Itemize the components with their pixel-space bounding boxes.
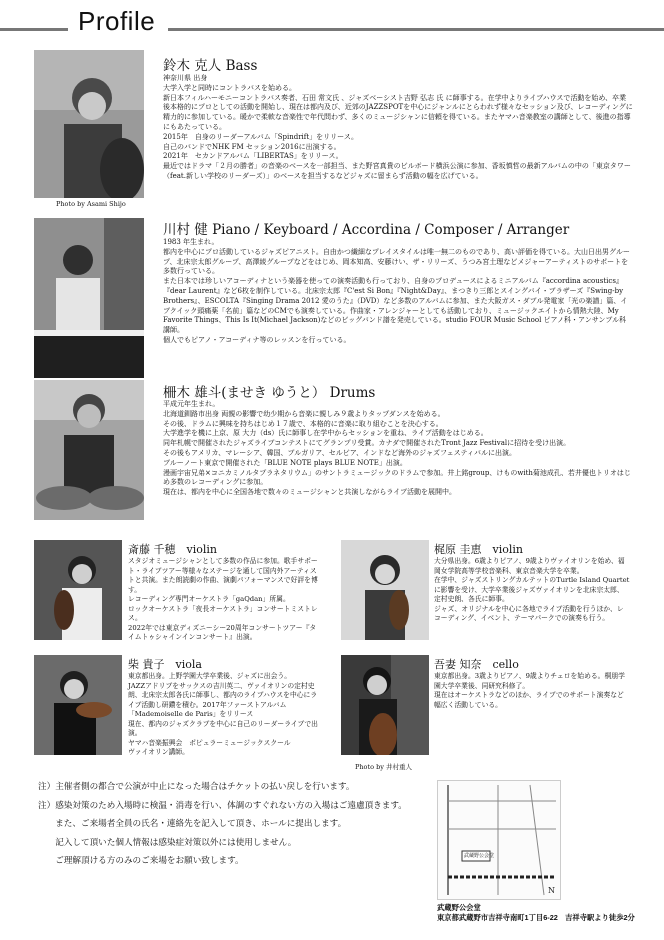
bio-line: 神奈川県 出身 — [163, 74, 208, 82]
bio-line: その後、ドラムに興味を持ちはじめ１７歳で、本格的に音楽に取り組むことを決心する。 — [163, 419, 443, 428]
bio-saito — [128, 557, 322, 643]
name-suzuki: 鈴木 克人 Bass — [163, 58, 258, 74]
bio-line: スタジオミュージシャンとして多数の作品に参加。歌手サポート・ライブツアー等様々なステージを通して国内外アーティストと共演。また朗読劇の作曲、演劇パフォーマンスで好評を博す。 — [128, 557, 318, 594]
bio-line: 1983 年生まれ。 — [163, 238, 219, 246]
photo-kajiwara — [341, 540, 429, 640]
bio-line: ヤマハ音楽振興会 ポピュラーミュージックスクール — [128, 738, 291, 747]
bio-line: 大学入学と同時にコントラバスを始める。 — [163, 83, 296, 92]
bio-line: 現在はオーケストラなどのほか、ライブでのサポート演奏など幅広く活動している。 — [434, 691, 624, 709]
photo-azuma — [341, 655, 429, 755]
bio-azuma — [434, 672, 630, 710]
bio-line: 最近ではドラマ「２月の勝者」の音楽のベースを一部担当、また野宮真貴のビルボード横浜公演に参加、香坂慎哲の最新アルバムの中の「東京タワー（feat.新しい学校のリーダーズ）」のベースを担当するなどジャズに留まらず活動の幅を広げている。 — [163, 162, 631, 180]
photo-kawamura — [34, 218, 144, 378]
name-azuma: 吾妻 知奈 cello — [434, 658, 519, 671]
page-title: Profile — [78, 6, 156, 36]
bio-kajiwara — [434, 557, 630, 624]
notice-list — [38, 778, 428, 871]
bio-line: 2022年では東京ディズニーシー20周年コンサートツアー『タイムトゥシャインインコンサート』出演。 — [128, 623, 317, 641]
bio-line: 都内を中心にプロ活動しているジャズピアニスト。自由かつ繊細なプレイスタイルは唯一無二のものであり、高い評価を得ている。大山日出男グループ、北床宗太郎グループ、高澤綾グループなどをはじめ、岡本知高、安藤けい、ザ・リリーズ、うつみ宮土理などメジャーアーティストのサポートを多数行っている。 — [163, 247, 630, 276]
bio-line: 北海道釧路市出身 両親の影響で幼少期から音楽に親しみ９歳よりタップダンスを始める。 — [163, 409, 445, 418]
bio-line: 同年札幌で開催されたジャズライブコンテストにてグランプリ受賞。カナダで開催されたTront Jazz Festivalに招待を受け出演。 — [163, 439, 571, 448]
bio-line: ブルーノート東京で開催された「BLUE NOTE plays BLUE NOTE」出演。 — [163, 458, 407, 467]
bio-line: レコーディング専門オーケストラ「gaQdan」所属。 — [128, 595, 290, 603]
bio-line: 2021年 セカンドアルバム「LIBERTAS」をリリース。 — [163, 152, 343, 161]
bio-line: 自己のバンドでNHK FM セッション2016に出演する。 — [163, 142, 341, 151]
name-shiba: 柴 貴子 viola — [128, 658, 202, 671]
photo-credit-suzuki: Photo by Asami Shijo — [56, 200, 126, 208]
svg-text:N: N — [548, 886, 555, 895]
bio-line: 現在、都内のジャズクラブを中心に自己のリーダーライブで出演。 — [128, 719, 318, 737]
photo-maseki — [34, 380, 144, 520]
bio-line: また日本では珍しいアコーディナという楽器を使っての演奏活動も行っており、自身のプロデュースによるミニアルバム『accordina acoustics』『dear Laurent』など6枚を制作している。北床宗太郎『C'est Si Bon』『Night&Day』、まつきり三郎とスイングバイ・ブラザーズ『Swing-by Brothers』、ESCOLTA『Singing Drama 2012 愛のうた』（DVD）など多数のアルバムに参加、また大阪ガス・ダブル発電家「光の楽譜」篇、イブクイック頭痛薬「名前」篇などのCMでも演奏している。作曲家・アレンジャーとしても活動しており、ミュージックエイトから情熱大陸、My Favorite Things、This Is It(Michael Jackson)などのビッグバンド譜を発売している。studio FOUR Music School ピアノ科・アンサンブル科講師。 — [163, 277, 628, 335]
bio-line: その後もアメリカ、マレーシア、韓国、ブルガリア、セルビア、インドなど海外のジャズフェスティバルに出演。 — [163, 448, 516, 457]
bio-line: 現在は、都内を中心に全国各地で数々のミュージシャンと共演しながらライブ活動を展開中。 — [163, 488, 456, 497]
bio-maseki — [163, 400, 633, 498]
map-graphic — [438, 781, 560, 899]
bio-line: 新日本フィルハーモニーコントラバス奏者、石田 常文氏 、ジャズベーシスト吉野 弘志 氏 に師事する。在学中よりライブハウスで活動を始め、卒業後本格的にプロとしての活動を開始し、現在は都内及び、近郊のJAZZSPOTを中心にジャンルにとらわれず様々なセッション及び、レコーディングに精力的に参加している。暖かで柔軟な音楽性で年代問わず、多くのミュージシャンに信頼を得ている。またヤマハ音楽教室の講師として、後進の指導にもあたっている。 — [163, 93, 633, 131]
venue-info — [437, 903, 662, 923]
bio-line: 個人でもピアノ・アコーディナ等のレッスンを行っている。 — [163, 335, 351, 344]
notice-line: 注）主催者側の都合で公演が中止になった場合はチケットの払い戻しを行います。 — [38, 782, 355, 792]
name-kajiwara: 梶原 圭恵 violin — [434, 543, 523, 556]
bio-kawamura — [163, 238, 633, 346]
bio-line: 2015年 自身のリーダーアルバム「Spindrift」をリリース。 — [163, 132, 359, 141]
map-venue-label: 武蔵野公会堂 — [464, 853, 495, 859]
bio-line: 平成元年生まれ。 — [163, 400, 220, 408]
notice-line: また、ご来場者全員の氏名・連絡先を記入して頂き、ホールに提出します。 — [38, 819, 347, 829]
bio-line: 在学中、ジャズストリングカルテットのTurtle Island Quartetに影響を受け、大学卒業後ジャズヴァイオリンを北床宗太郎、定村史朗、各氏に師事。 — [434, 576, 630, 603]
notice-line: 記入して頂いた個人情報は感染症対策以外には使用しません。 — [38, 837, 297, 848]
bio-suzuki — [163, 74, 633, 182]
photo-saito — [34, 540, 122, 640]
bio-shiba — [128, 672, 322, 758]
name-saito: 斎藤 千穂 violin — [128, 543, 217, 556]
bio-line: 大学進学を機に上京、原 大力（ds）氏に師事し在学中からセッションを重ね、ライブ活動をはじめる。 — [163, 429, 488, 438]
photo-suzuki — [34, 50, 144, 198]
bio-line: JAZZアドリブをサックスの吉川英二、ヴァイオリンの定村史朗、北床宗太郎各氏に師事し、都内のライブハウスを中心にライブ活動し研鑽を積む。2017年ファーストアルバム「Mademoiselle de Paris」をリリース — [128, 681, 318, 718]
venue-map — [437, 780, 561, 900]
header-rule-right — [168, 28, 664, 31]
bio-line: ヴァイオリン講師。 — [128, 748, 189, 756]
venue-name: 武蔵野公会堂 — [437, 903, 481, 912]
bio-line: ロックオーケストラ「夜長オーケストラ」コンサートミストレス。 — [128, 604, 318, 622]
header-rule-left — [0, 28, 68, 31]
photo-credit-azuma: Photo by 井村重人 — [355, 763, 412, 771]
name-kawamura: 川村 健 Piano / Keyboard / Accordina / Composer / Arranger — [163, 222, 570, 238]
bio-line: 東京都出身。3歳よりピアノ、9歳よりチェロを始める。桐朋学園大学卒業後、同研究科修了。 — [434, 672, 625, 690]
bio-line: ジャズ、オリジナルを中心に各地でライブ活動を行うほか、レコーディング、イベント、テーマパークでの演奏も行う。 — [434, 604, 624, 622]
notice-line: 注）感染対策のため入場時に検温・消毒を行い、体調のすぐれない方の入場はご遠慮頂きます。 — [38, 800, 407, 811]
bio-line: 大分県出身。6歳よりピアノ、9歳よりヴァイオリンを始め、福岡女学院高等学校音楽科、東京音楽大学を卒業。 — [434, 557, 625, 575]
bio-line: 漫画宇宙兄弟×コニカミノルタプラネタリウム」のサントラミュージックのドラムで参加。井上銘group、けものwith菊池成孔、若井優也トリオはじめ多数のレコーディングに参加。 — [163, 468, 631, 487]
name-maseki: 柵木 雄斗(ませき ゆうと） Drums — [163, 385, 376, 401]
photo-shiba — [34, 655, 122, 755]
notice-line: ご理解頂ける方のみのご来場をお願い致します。 — [38, 856, 244, 866]
venue-address: 東京都武蔵野市吉祥寺南町1丁目6-22 吉祥寺駅より徒歩2分 — [437, 913, 635, 922]
bio-line: 東京都出身。上野学園大学卒業後、ジャズに出会う。 — [128, 672, 291, 680]
